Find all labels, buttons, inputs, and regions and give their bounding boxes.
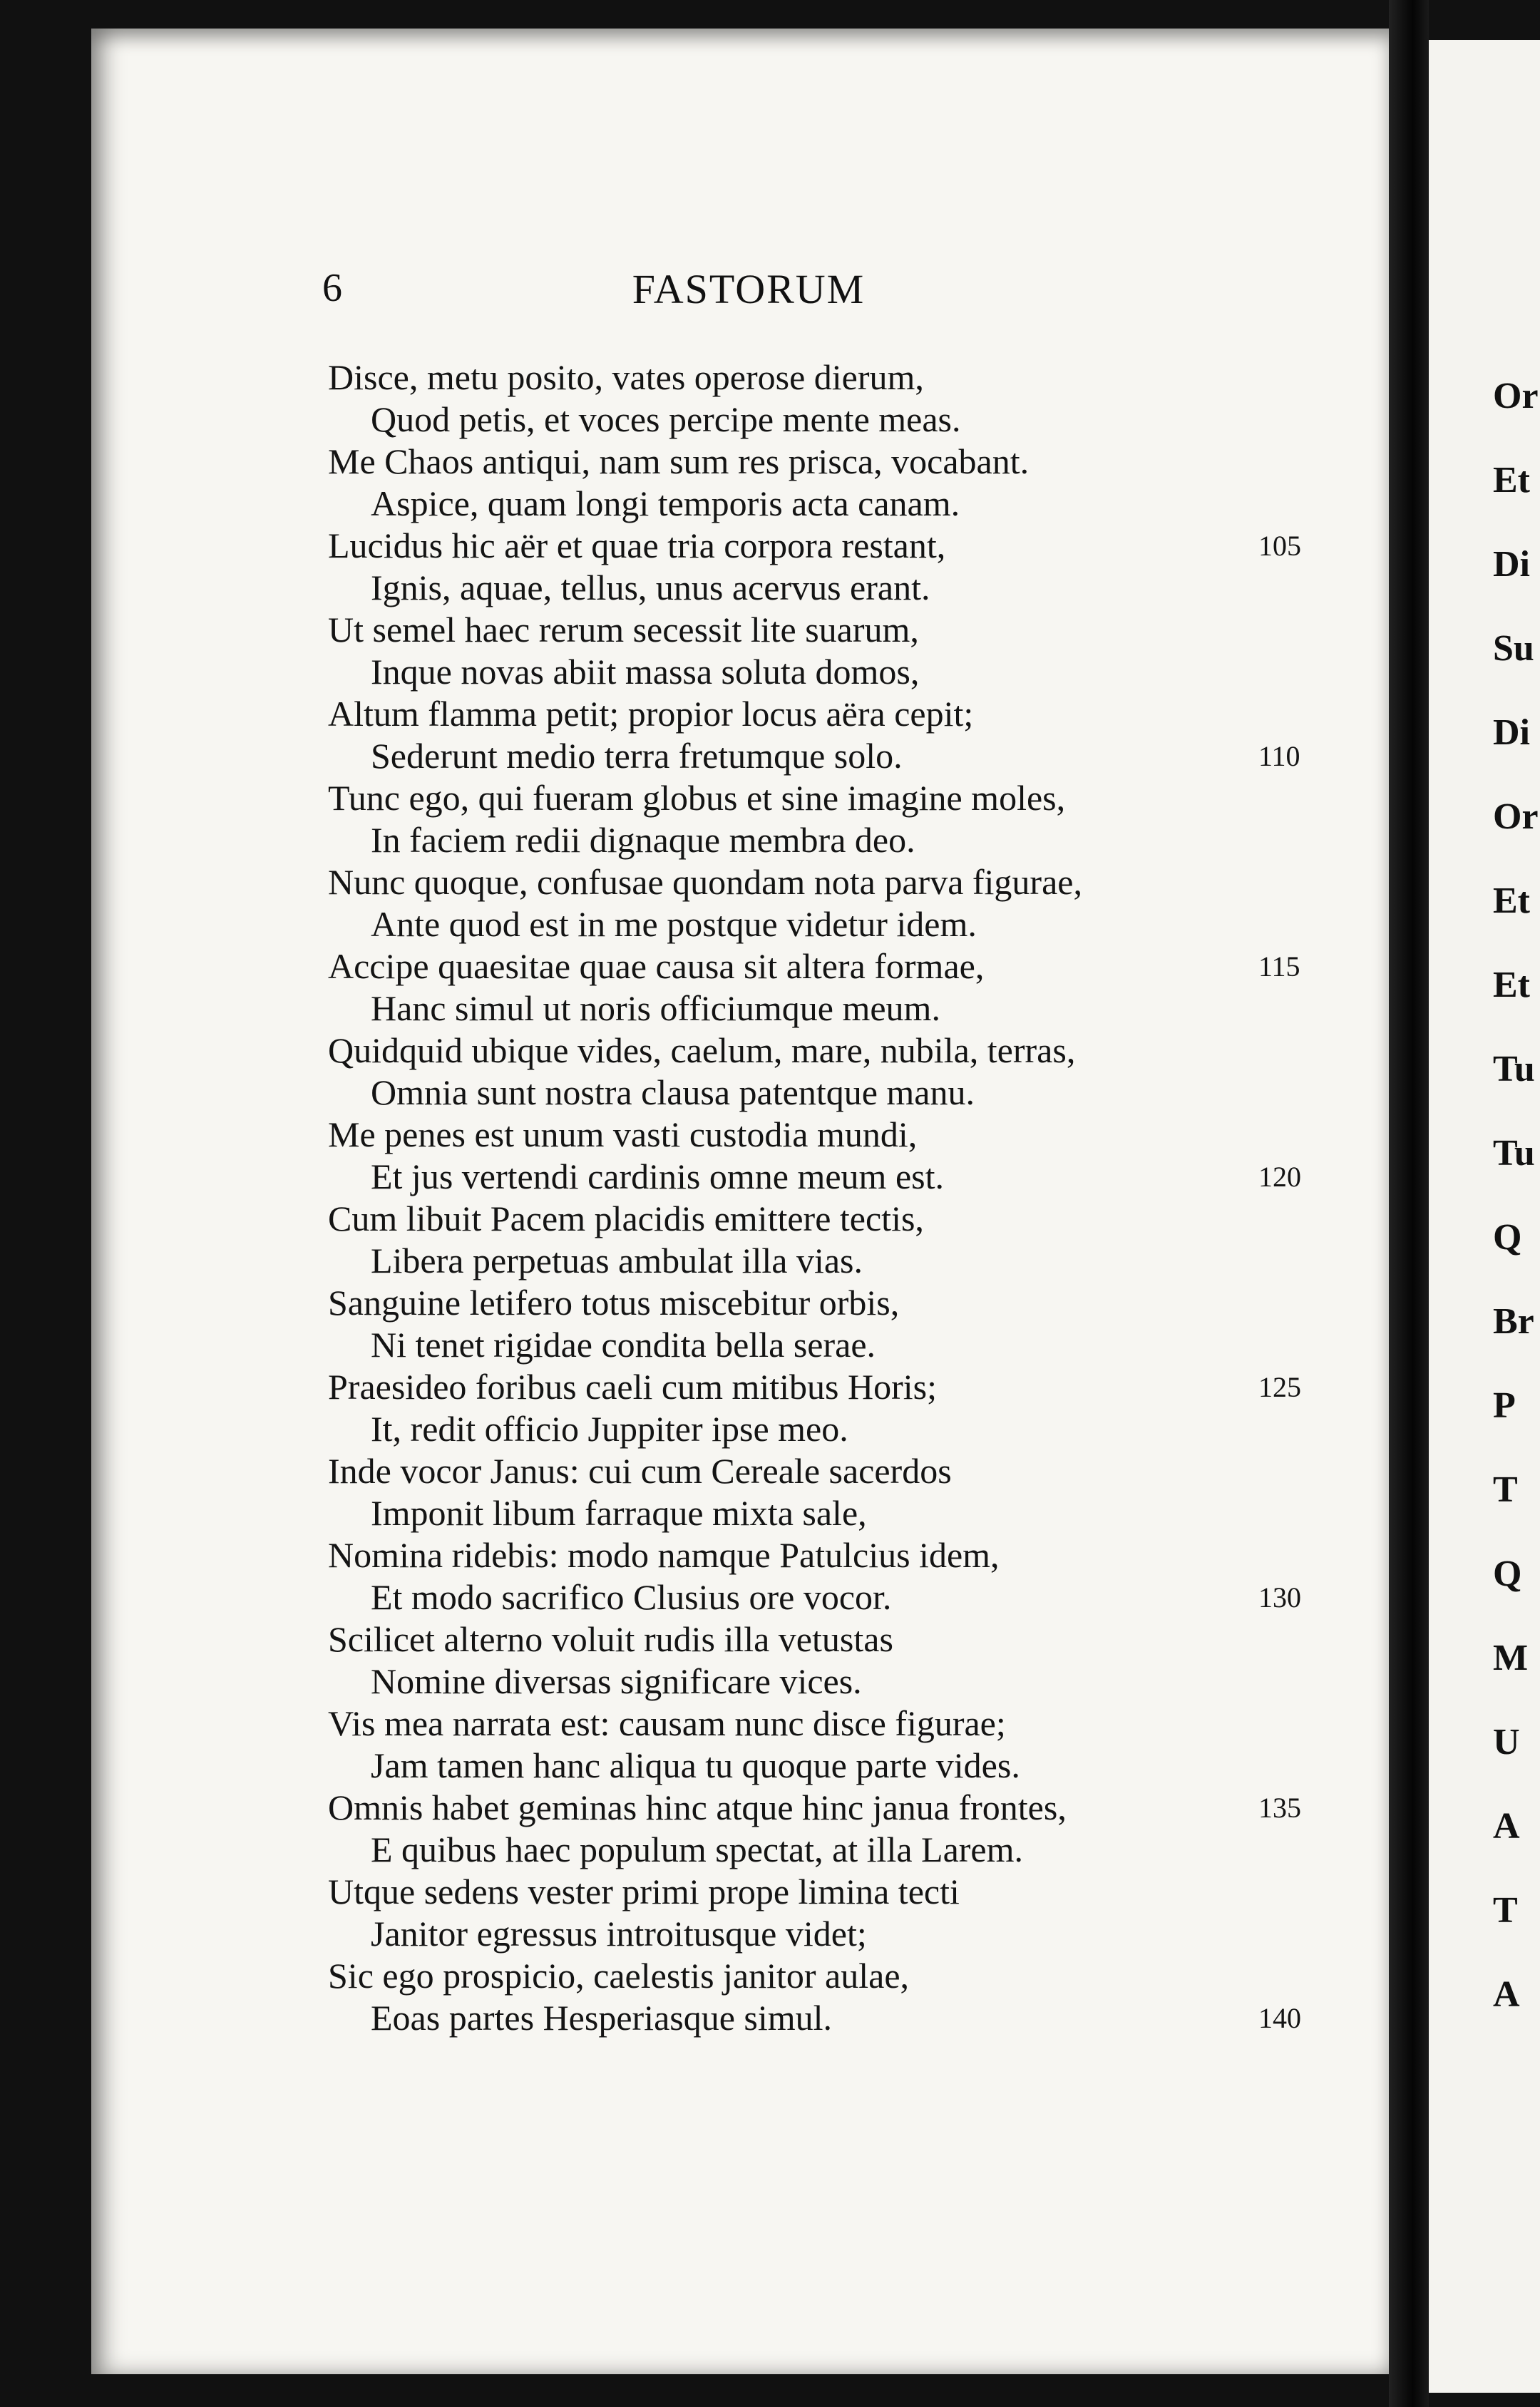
book-gutter xyxy=(1389,0,1429,2407)
verse-text: Ni tenet rigidae condita bella serae. xyxy=(371,1325,876,1365)
verse-line xyxy=(328,1282,1326,1324)
verse-line xyxy=(328,1450,1326,1492)
verse-text: Nomine diversas significare vices. xyxy=(371,1661,862,1701)
running-head: FASTORUM xyxy=(632,266,866,312)
verse-text: Accipe quaesitae quae causa sit altera formae, xyxy=(328,946,985,986)
facing-page-fragment: Et xyxy=(1493,965,1530,1005)
verse-text: Quidquid ubique vides, caelum, mare, nubila, terras, xyxy=(328,1030,1076,1070)
verse-text: Et modo sacrifico Clusius ore vocor. xyxy=(371,1577,892,1617)
verse-line xyxy=(328,1955,1326,1997)
verse-text: Disce, metu posito, vates operose dierum, xyxy=(328,357,924,397)
line-number: 140 xyxy=(1258,2002,1301,2034)
verse-line xyxy=(328,1030,1326,1072)
verse-text: Lucidus hic aër et quae tria corpora restant, xyxy=(328,525,946,565)
line-number: 125 xyxy=(1258,1371,1301,1403)
verse-text: Janitor egressus introitusque videt; xyxy=(371,1914,867,1954)
verse-line xyxy=(328,525,1326,567)
verse-line xyxy=(328,1492,1326,1534)
verse-line xyxy=(328,1787,1326,1829)
verse-line xyxy=(328,1198,1326,1240)
verse-text: Ante quod est in me postque videtur idem. xyxy=(371,904,977,944)
verse-line xyxy=(328,567,1326,609)
facing-page-fragment: M xyxy=(1493,1638,1529,1678)
verse-line xyxy=(328,1745,1326,1787)
verse-text: Ut semel haec rerum secessit lite suarum, xyxy=(328,610,919,650)
verse-text: Utque sedens vester primi prope limina tecti xyxy=(328,1872,960,1911)
facing-page-fragment: T xyxy=(1493,1469,1518,1510)
verse-line xyxy=(328,1661,1326,1703)
verse-text: Quod petis, et voces percipe mente meas. xyxy=(371,399,961,439)
verse-text: Nomina ridebis: modo namque Patulcius idem, xyxy=(328,1535,1000,1575)
verse-text: Jam tamen hanc aliqua tu quoque parte vides. xyxy=(371,1745,1020,1785)
verse-line xyxy=(328,1913,1326,1955)
verse-text: Nunc quoque, confusae quondam nota parva figurae, xyxy=(328,862,1082,902)
poem-text xyxy=(328,356,1326,2039)
verse-text: Ignis, aquae, tellus, unus acervus erant. xyxy=(371,568,930,607)
verse-text: Omnis habet geminas hinc atque hinc janua frontes, xyxy=(328,1787,1067,1827)
verse-line xyxy=(328,1156,1326,1198)
verse-text: Sic ego prospicio, caelestis janitor aulae, xyxy=(328,1956,910,1996)
verse-line xyxy=(328,819,1326,861)
verse-line xyxy=(328,1366,1326,1408)
facing-page-fragment: Q xyxy=(1493,1217,1522,1258)
verse-line xyxy=(328,735,1326,777)
verse-text: Hanc simul ut noris officiumque meum. xyxy=(371,988,940,1028)
verse-text: Omnia sunt nostra clausa patentque manu. xyxy=(371,1072,975,1112)
verse-text: Tunc ego, qui fueram globus et sine imagine moles, xyxy=(328,778,1066,818)
verse-text: Cum libuit Pacem placidis emittere tectis, xyxy=(328,1199,924,1238)
line-number: 115 xyxy=(1258,950,1300,982)
facing-page-fragment: Tu xyxy=(1493,1049,1535,1089)
facing-page-fragment: U xyxy=(1493,1722,1520,1762)
facing-page-fragment: Di xyxy=(1493,544,1530,585)
line-number: 130 xyxy=(1258,1581,1301,1613)
verse-line xyxy=(328,693,1326,735)
verse-line xyxy=(328,1618,1326,1661)
verse-text: Sederunt medio terra fretumque solo. xyxy=(371,736,903,776)
verse-line xyxy=(328,356,1326,399)
verse-line xyxy=(328,483,1326,525)
verse-line xyxy=(328,1072,1326,1114)
verse-text: Libera perpetuas ambulat illa vias. xyxy=(371,1241,863,1281)
facing-page-fragment: Q xyxy=(1493,1554,1522,1594)
verse-line xyxy=(328,861,1326,903)
verse-text: Scilicet alterno voluit rudis illa vetustas xyxy=(328,1619,893,1659)
facing-page-fragment: Or xyxy=(1493,796,1539,837)
facing-page-fragment: Et xyxy=(1493,881,1530,921)
verse-text: Praesideo foribus caeli cum mitibus Horis; xyxy=(328,1367,938,1407)
verse-text: Et jus vertendi cardinis omne meum est. xyxy=(371,1156,944,1196)
verse-line xyxy=(328,441,1326,483)
verse-line xyxy=(328,1871,1326,1913)
line-number: 105 xyxy=(1258,530,1301,562)
facing-page-fragment: A xyxy=(1493,1974,1520,2015)
facing-page-fragment: Su xyxy=(1493,628,1534,669)
facing-page-fragment: Tu xyxy=(1493,1133,1535,1174)
facing-page-fragment: P xyxy=(1493,1385,1516,1426)
verse-text: Inde vocor Janus: cui cum Cereale sacerdos xyxy=(328,1451,952,1491)
facing-page xyxy=(1429,40,1540,2393)
verse-text: Me penes est unum vasti custodia mundi, xyxy=(328,1114,918,1154)
facing-page-fragment: Or xyxy=(1493,376,1539,416)
verse-text: Aspice, quam longi temporis acta canam. xyxy=(371,483,960,523)
verse-text: Me Chaos antiqui, nam sum res prisca, vocabant. xyxy=(328,441,1030,481)
page-number: 6 xyxy=(322,266,342,310)
verse-line xyxy=(328,1576,1326,1618)
facing-page-fragment: Et xyxy=(1493,460,1530,501)
verse-text: Vis mea narrata est: causam nunc disce figurae; xyxy=(328,1703,1006,1743)
line-number: 110 xyxy=(1258,740,1300,772)
facing-page-fragment: A xyxy=(1493,1806,1520,1847)
facing-page-fragment: Br xyxy=(1493,1301,1534,1342)
verse-line xyxy=(328,903,1326,945)
verse-line xyxy=(328,609,1326,651)
line-number: 135 xyxy=(1258,1792,1301,1824)
verse-line xyxy=(328,1324,1326,1366)
verse-line xyxy=(328,945,1326,987)
facing-page-fragment: Di xyxy=(1493,712,1530,753)
line-number: 120 xyxy=(1258,1161,1301,1193)
verse-line xyxy=(328,1829,1326,1871)
facing-page-fragment: T xyxy=(1493,1890,1518,1931)
verse-line xyxy=(328,1534,1326,1576)
verse-line xyxy=(328,987,1326,1030)
verse-line xyxy=(328,1703,1326,1745)
verse-line xyxy=(328,651,1326,693)
verse-line xyxy=(328,1997,1326,2039)
verse-line xyxy=(328,777,1326,819)
verse-text: It, redit officio Juppiter ipse meo. xyxy=(371,1409,848,1449)
verse-text: Eoas partes Hesperiasque simul. xyxy=(371,1998,833,2038)
verse-text: E quibus haec populum spectat, at illa Larem. xyxy=(371,1829,1023,1869)
verse-text: Imponit libum farraque mixta sale, xyxy=(371,1493,867,1533)
verse-line xyxy=(328,1408,1326,1450)
verse-text: Altum flamma petit; propior locus aëra cepit; xyxy=(328,694,974,734)
verse-line xyxy=(328,399,1326,441)
verse-text: In faciem redii dignaque membra deo. xyxy=(371,820,915,860)
verse-text: Sanguine letifero totus miscebitur orbis, xyxy=(328,1283,900,1323)
verse-line xyxy=(328,1114,1326,1156)
verse-text: Inque novas abiit massa soluta domos, xyxy=(371,652,920,692)
verse-line xyxy=(328,1240,1326,1282)
